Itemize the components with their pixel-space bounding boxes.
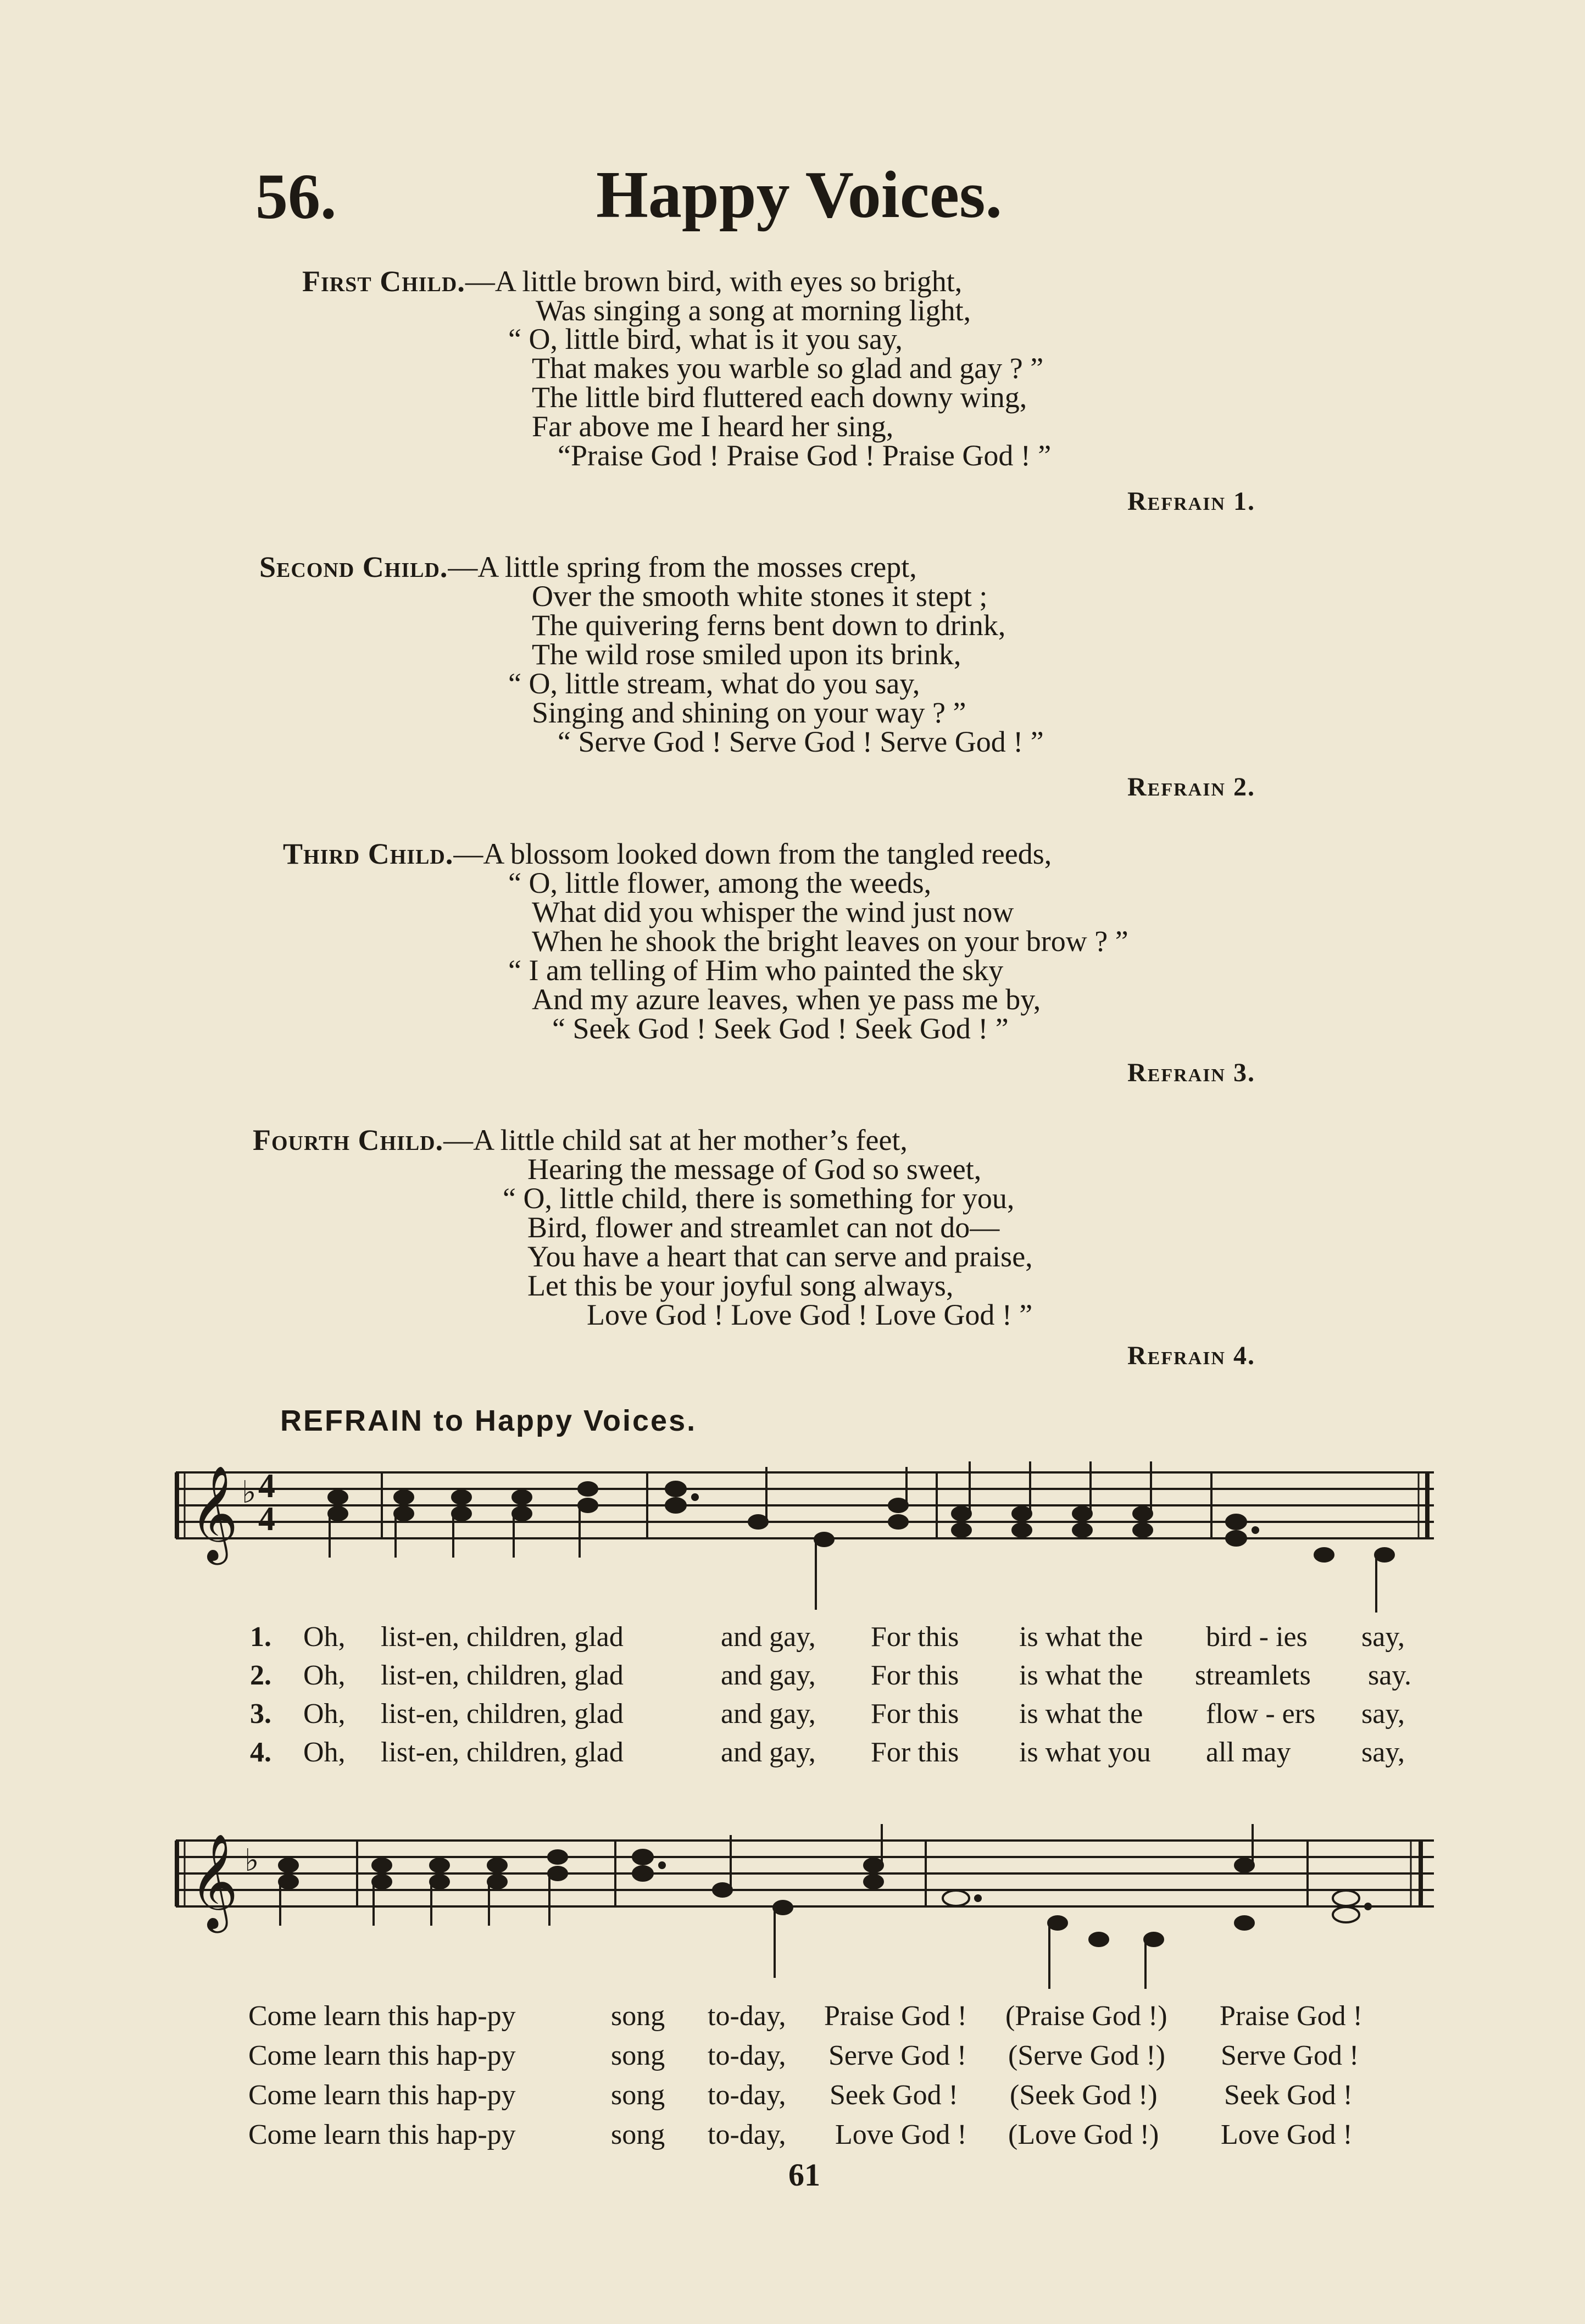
stanza-line: The wild rose smiled upon its brink, [532,638,961,671]
lyric-cell: (Love God !) [1008,2119,1159,2150]
lyric-cell: and gay, [721,1737,816,1768]
lyric-cell: to-day, [708,2119,786,2150]
stanza-line: First Child.—A little brown bird, with eyes so bright, [302,265,963,298]
music-staff-system-1 [165,1445,1445,1621]
lyric-cell: to-day, [708,2040,786,2071]
lyric-cell: Serve God ! [1221,2040,1359,2071]
lyric-cell: Come learn this hap-py [248,2080,516,2111]
lyric-cell: Oh, [303,1660,346,1691]
lyric-cell: Love God ! [1221,2119,1353,2150]
verse-number: 2. [250,1660,271,1691]
verse-row [0,1659,1585,1698]
stanza-line: “ O, little child, there is something for you, [503,1182,1015,1215]
staff-lines [176,1841,1434,1906]
lyric-cell: (Praise God !) [1005,2000,1167,2032]
stanza-line: “ Serve God ! Serve God ! Serve God ! ” [558,725,1044,758]
lyric-cell: and gay, [721,1698,816,1730]
refrain-reference: Refrain 1. [1127,487,1255,516]
refrain-reference: Refrain 2. [1127,772,1255,802]
stanza-line: Far above me I heard her sing, [532,410,894,443]
lyric-cell: Oh, [303,1698,346,1730]
lyric-cell: say, [1361,1621,1405,1653]
stanza-line: “Praise God ! Praise God ! Praise God ! ” [558,439,1052,472]
stanza-line: Third Child.—A blossom looked down from the tangled reeds, [283,837,1052,870]
notes [329,1461,1394,1613]
lyric-cell: is what you [1019,1737,1151,1768]
stanza-line: Bird, flower and streamlet can not do— [527,1211,1000,1244]
time-signature-top: 4 [258,1467,275,1505]
lyric-cell: list-en, children, glad [381,1660,624,1691]
lyric-cell: song [611,2080,665,2111]
verse-row [0,2079,1585,2117]
time-signature-bottom: 4 [258,1500,275,1538]
hymn-number: 56. [255,160,337,232]
lyric-cell: For this [871,1621,959,1653]
lyric-cell: Seek God ! [1224,2080,1353,2111]
stanza-line: “ O, little bird, what is it you say, [508,323,903,355]
treble-clef-icon: 𝄞 [190,1833,238,1929]
verse-row [0,2119,1585,2157]
stanza-line: Love God ! Love God ! Love God ! ” [587,1298,1033,1331]
lyric-cell: Come learn this hap-py [248,2000,516,2032]
verse-number: 4. [250,1737,271,1768]
verse-row [0,2000,1585,2038]
stanza-line: “ Seek God ! Seek God ! Seek God ! ” [552,1012,1009,1045]
lyric-cell: For this [871,1698,959,1730]
speaker-label: Second Child. [259,551,448,583]
lyric-cell: Praise God ! [824,2000,967,2032]
lyric-cell: song [611,2119,665,2150]
refrain-reference: Refrain 4. [1127,1341,1255,1370]
stanza-line: Was singing a song at morning light, [536,294,971,327]
stanza-line: “ I am telling of Him who painted the sky [508,954,1004,987]
treble-clef-icon: 𝄞 [190,1465,238,1561]
lyric-cell: list-en, children, glad [381,1737,624,1768]
stanza-line: When he shook the bright leaves on your brow ? ” [532,925,1128,958]
verse-number: 3. [250,1698,271,1730]
staff-lines [176,1472,1434,1538]
lyric-cell: For this [871,1737,959,1768]
lyric-cell: For this [871,1660,959,1691]
lyric-cell: is what the [1019,1621,1143,1653]
lyric-cell: Praise God ! [1220,2000,1362,2032]
verse-row [0,1736,1585,1775]
lyric-cell: list-en, children, glad [381,1621,624,1653]
stanza-line: The little bird fluttered each downy wing, [532,381,1027,414]
lyric-cell: Serve God ! [828,2040,967,2071]
stanza-line: Over the smooth white stones it stept ; [532,580,988,613]
lyric-cell: Come learn this hap-py [248,2119,516,2150]
lyric-cell: song [611,2000,665,2032]
lyric-cell: Seek God ! [830,2080,958,2111]
lyric-cell: Oh, [303,1737,346,1768]
lyric-cell: Come learn this hap-py [248,2040,516,2071]
verse-row [0,1698,1585,1736]
lyric-cell: Oh, [303,1621,346,1653]
speaker-label: Fourth Child. [253,1124,444,1157]
stanza-line: The quivering ferns bent down to drink, [532,609,1006,642]
stanza-line: Let this be your joyful song always, [527,1269,954,1302]
lyric-cell: all may [1206,1737,1291,1768]
verse-row [0,2039,1585,2078]
verse-number: 1. [250,1621,271,1653]
stanza-line: And my azure leaves, when ye pass me by, [532,983,1041,1016]
lyric-cell: say, [1361,1698,1405,1730]
lyric-cell: streamlets [1195,1660,1311,1691]
stanza-line: “ O, little stream, what do you say, [508,667,920,700]
lyric-cell: song [611,2040,665,2071]
lyric-cell: Love God ! [835,2119,967,2150]
lyric-cell: (Seek God !) [1010,2080,1158,2111]
lyric-cell: and gay, [721,1660,816,1691]
stanza-line: You have a heart that can serve and praise, [527,1240,1033,1273]
lyric-cell: to-day, [708,2000,786,2032]
flat-key-signature-icon: ♭ [242,1475,257,1510]
refrain-heading: REFRAIN to Happy Voices. [280,1404,697,1437]
lyric-cell: to-day, [708,2080,786,2111]
lyric-cell: (Serve God !) [1008,2040,1165,2071]
stanza-line: Singing and shining on your way ? ” [532,696,966,729]
lyric-cell: say. [1368,1660,1411,1691]
stanza-line: Hearing the message of God so sweet, [527,1153,982,1186]
verse-row [0,1621,1585,1659]
lyric-cell: flow - ers [1206,1698,1316,1730]
stanza-line: What did you whisper the wind just now [532,896,1014,929]
stanza-line: Second Child.—A little spring from the mosses crept, [259,551,917,583]
speaker-label: Third Child. [283,837,454,870]
stanza-line: That makes you warble so glad and gay ? ” [532,352,1044,385]
stanza-line: Fourth Child.—A little child sat at her mother’s feet, [253,1124,908,1157]
hymn-title: Happy Voices. [596,158,1002,232]
stanza-line: “ O, little flower, among the weeds, [508,866,932,899]
lyric-cell: is what the [1019,1698,1143,1730]
lyric-cell: say, [1361,1737,1405,1768]
refrain-reference: Refrain 3. [1127,1058,1255,1087]
speaker-label: First Child. [302,265,465,298]
lyric-cell: bird - ies [1206,1621,1308,1653]
music-staff-system-2 [165,1813,1445,1994]
lyric-cell: is what the [1019,1660,1143,1691]
flat-key-signature-icon: ♭ [244,1843,259,1878]
lyric-cell: list-en, children, glad [381,1698,624,1730]
lyric-cell: and gay, [721,1621,816,1653]
page-number: 61 [788,2157,820,2193]
